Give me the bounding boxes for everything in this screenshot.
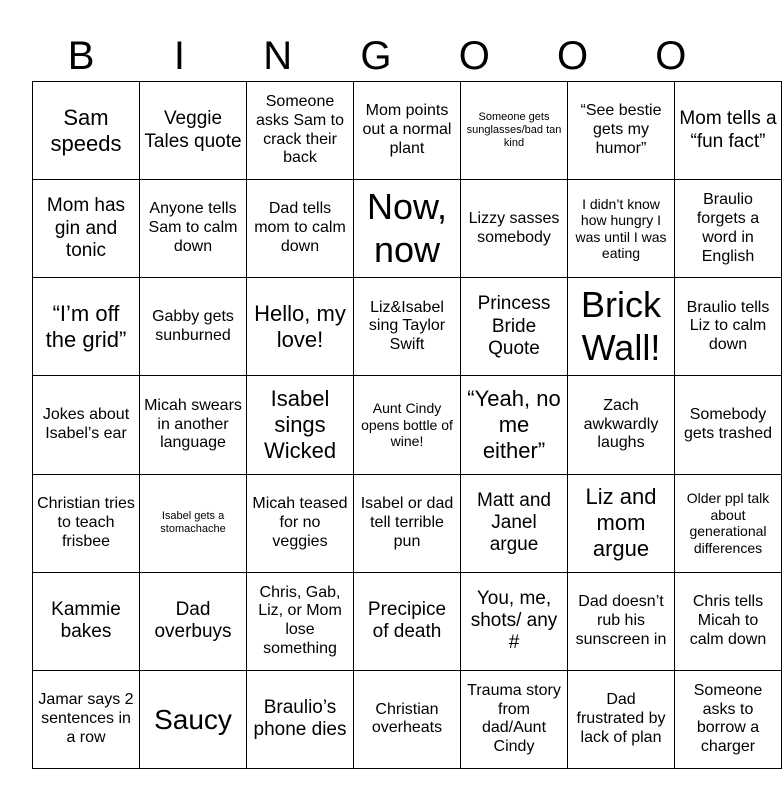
bingo-cell[interactable]: Chris, Gab, Liz, or Mom lose something xyxy=(247,572,354,670)
bingo-cell[interactable]: Isabel sings Wicked xyxy=(247,376,354,474)
header-letter: O xyxy=(655,34,687,78)
bingo-cell[interactable]: Micah swears in another language xyxy=(140,376,247,474)
header-letter: I xyxy=(173,34,185,78)
bingo-cell[interactable]: Braulio forgets a word in English xyxy=(675,180,782,278)
board-row xyxy=(33,572,782,670)
board-row xyxy=(33,82,782,180)
bingo-cell[interactable]: Isabel gets a stomachache xyxy=(140,474,247,572)
bingo-cell[interactable]: You, me, shots/ any # xyxy=(461,572,568,670)
bingo-cell[interactable]: Trauma story from dad/Aunt Cindy xyxy=(461,670,568,768)
bingo-cell[interactable]: Aunt Cindy opens bottle of wine! xyxy=(354,376,461,474)
bingo-cell[interactable]: Sam speeds xyxy=(33,82,140,180)
bingo-cell[interactable]: Mom has gin and tonic xyxy=(33,180,140,278)
board-row xyxy=(33,376,782,474)
bingo-cell[interactable]: Saucy xyxy=(140,670,247,768)
bingo-cell[interactable]: I didn’t know how hungry I was until I was eating xyxy=(568,180,675,278)
bingo-cell[interactable]: Jokes about Isabel’s ear xyxy=(33,376,140,474)
bingo-cell[interactable]: Now, now xyxy=(354,180,461,278)
bingo-cell[interactable]: Hello, my love! xyxy=(247,278,354,376)
header-letter: G xyxy=(360,34,392,78)
bingo-cell[interactable]: Matt and Janel argue xyxy=(461,474,568,572)
bingo-cell[interactable]: Someone asks Sam to crack their back xyxy=(247,82,354,180)
board-row xyxy=(33,670,782,768)
bingo-cell[interactable]: Liz&Isabel sing Taylor Swift xyxy=(354,278,461,376)
bingo-cell[interactable]: Princess Bride Quote xyxy=(461,278,568,376)
bingo-cell[interactable]: Isabel or dad tell terrible pun xyxy=(354,474,461,572)
bingo-cell[interactable]: Gabby gets sunburned xyxy=(140,278,247,376)
bingo-cell[interactable]: Liz and mom argue xyxy=(568,474,675,572)
bingo-cell[interactable]: Someone asks to borrow a charger xyxy=(675,670,782,768)
bingo-cell[interactable]: Someone gets sunglasses/bad tan kind xyxy=(461,82,568,180)
bingo-cell[interactable]: Mom tells a “fun fact” xyxy=(675,82,782,180)
header-letter: O xyxy=(556,34,589,78)
header-letter: N xyxy=(263,34,293,78)
board-row xyxy=(33,278,782,376)
bingo-cell[interactable]: Brick Wall! xyxy=(568,278,675,376)
bingo-cell[interactable]: Kammie bakes xyxy=(33,572,140,670)
bingo-header xyxy=(32,30,720,82)
header-letter: B xyxy=(67,34,95,78)
board-row xyxy=(33,474,782,572)
bingo-cell[interactable]: Somebody gets trashed xyxy=(675,376,782,474)
header-letter: O xyxy=(458,34,490,78)
bingo-cell[interactable]: Dad overbuys xyxy=(140,572,247,670)
bingo-cell[interactable]: Anyone tells Sam to calm down xyxy=(140,180,247,278)
bingo-cell[interactable]: Braulio tells Liz to calm down xyxy=(675,278,782,376)
bingo-cell[interactable]: Braulio’s phone dies xyxy=(247,670,354,768)
bingo-cell[interactable]: Dad tells mom to calm down xyxy=(247,180,354,278)
bingo-cell[interactable]: Lizzy sasses somebody xyxy=(461,180,568,278)
bingo-cell[interactable]: Older ppl talk about generational differences xyxy=(675,474,782,572)
bingo-cell[interactable]: “I’m off the grid” xyxy=(33,278,140,376)
bingo-cell[interactable]: Dad doesn’t rub his sunscreen in xyxy=(568,572,675,670)
bingo-cell[interactable]: Mom points out a normal plant xyxy=(354,82,461,180)
bingo-cell[interactable]: Micah teased for no veggies xyxy=(247,474,354,572)
board-row xyxy=(33,180,782,278)
bingo-cell[interactable]: Christian overheats xyxy=(354,670,461,768)
bingo-cell[interactable]: Veggie Tales quote xyxy=(140,82,247,180)
bingo-cell[interactable]: Christian tries to teach frisbee xyxy=(33,474,140,572)
bingo-board xyxy=(32,81,782,769)
bingo-cell[interactable]: Chris tells Micah to calm down xyxy=(675,572,782,670)
bingo-cell[interactable]: “Yeah, no me either” xyxy=(461,376,568,474)
bingo-cell[interactable]: Jamar says 2 sentences in a row xyxy=(33,670,140,768)
bingo-cell[interactable]: Precipice of death xyxy=(354,572,461,670)
bingo-cell[interactable]: Zach awkwardly laughs xyxy=(568,376,675,474)
bingo-cell[interactable]: “See bestie gets my humor” xyxy=(568,82,675,180)
bingo-cell[interactable]: Dad frustrated by lack of plan xyxy=(568,670,675,768)
